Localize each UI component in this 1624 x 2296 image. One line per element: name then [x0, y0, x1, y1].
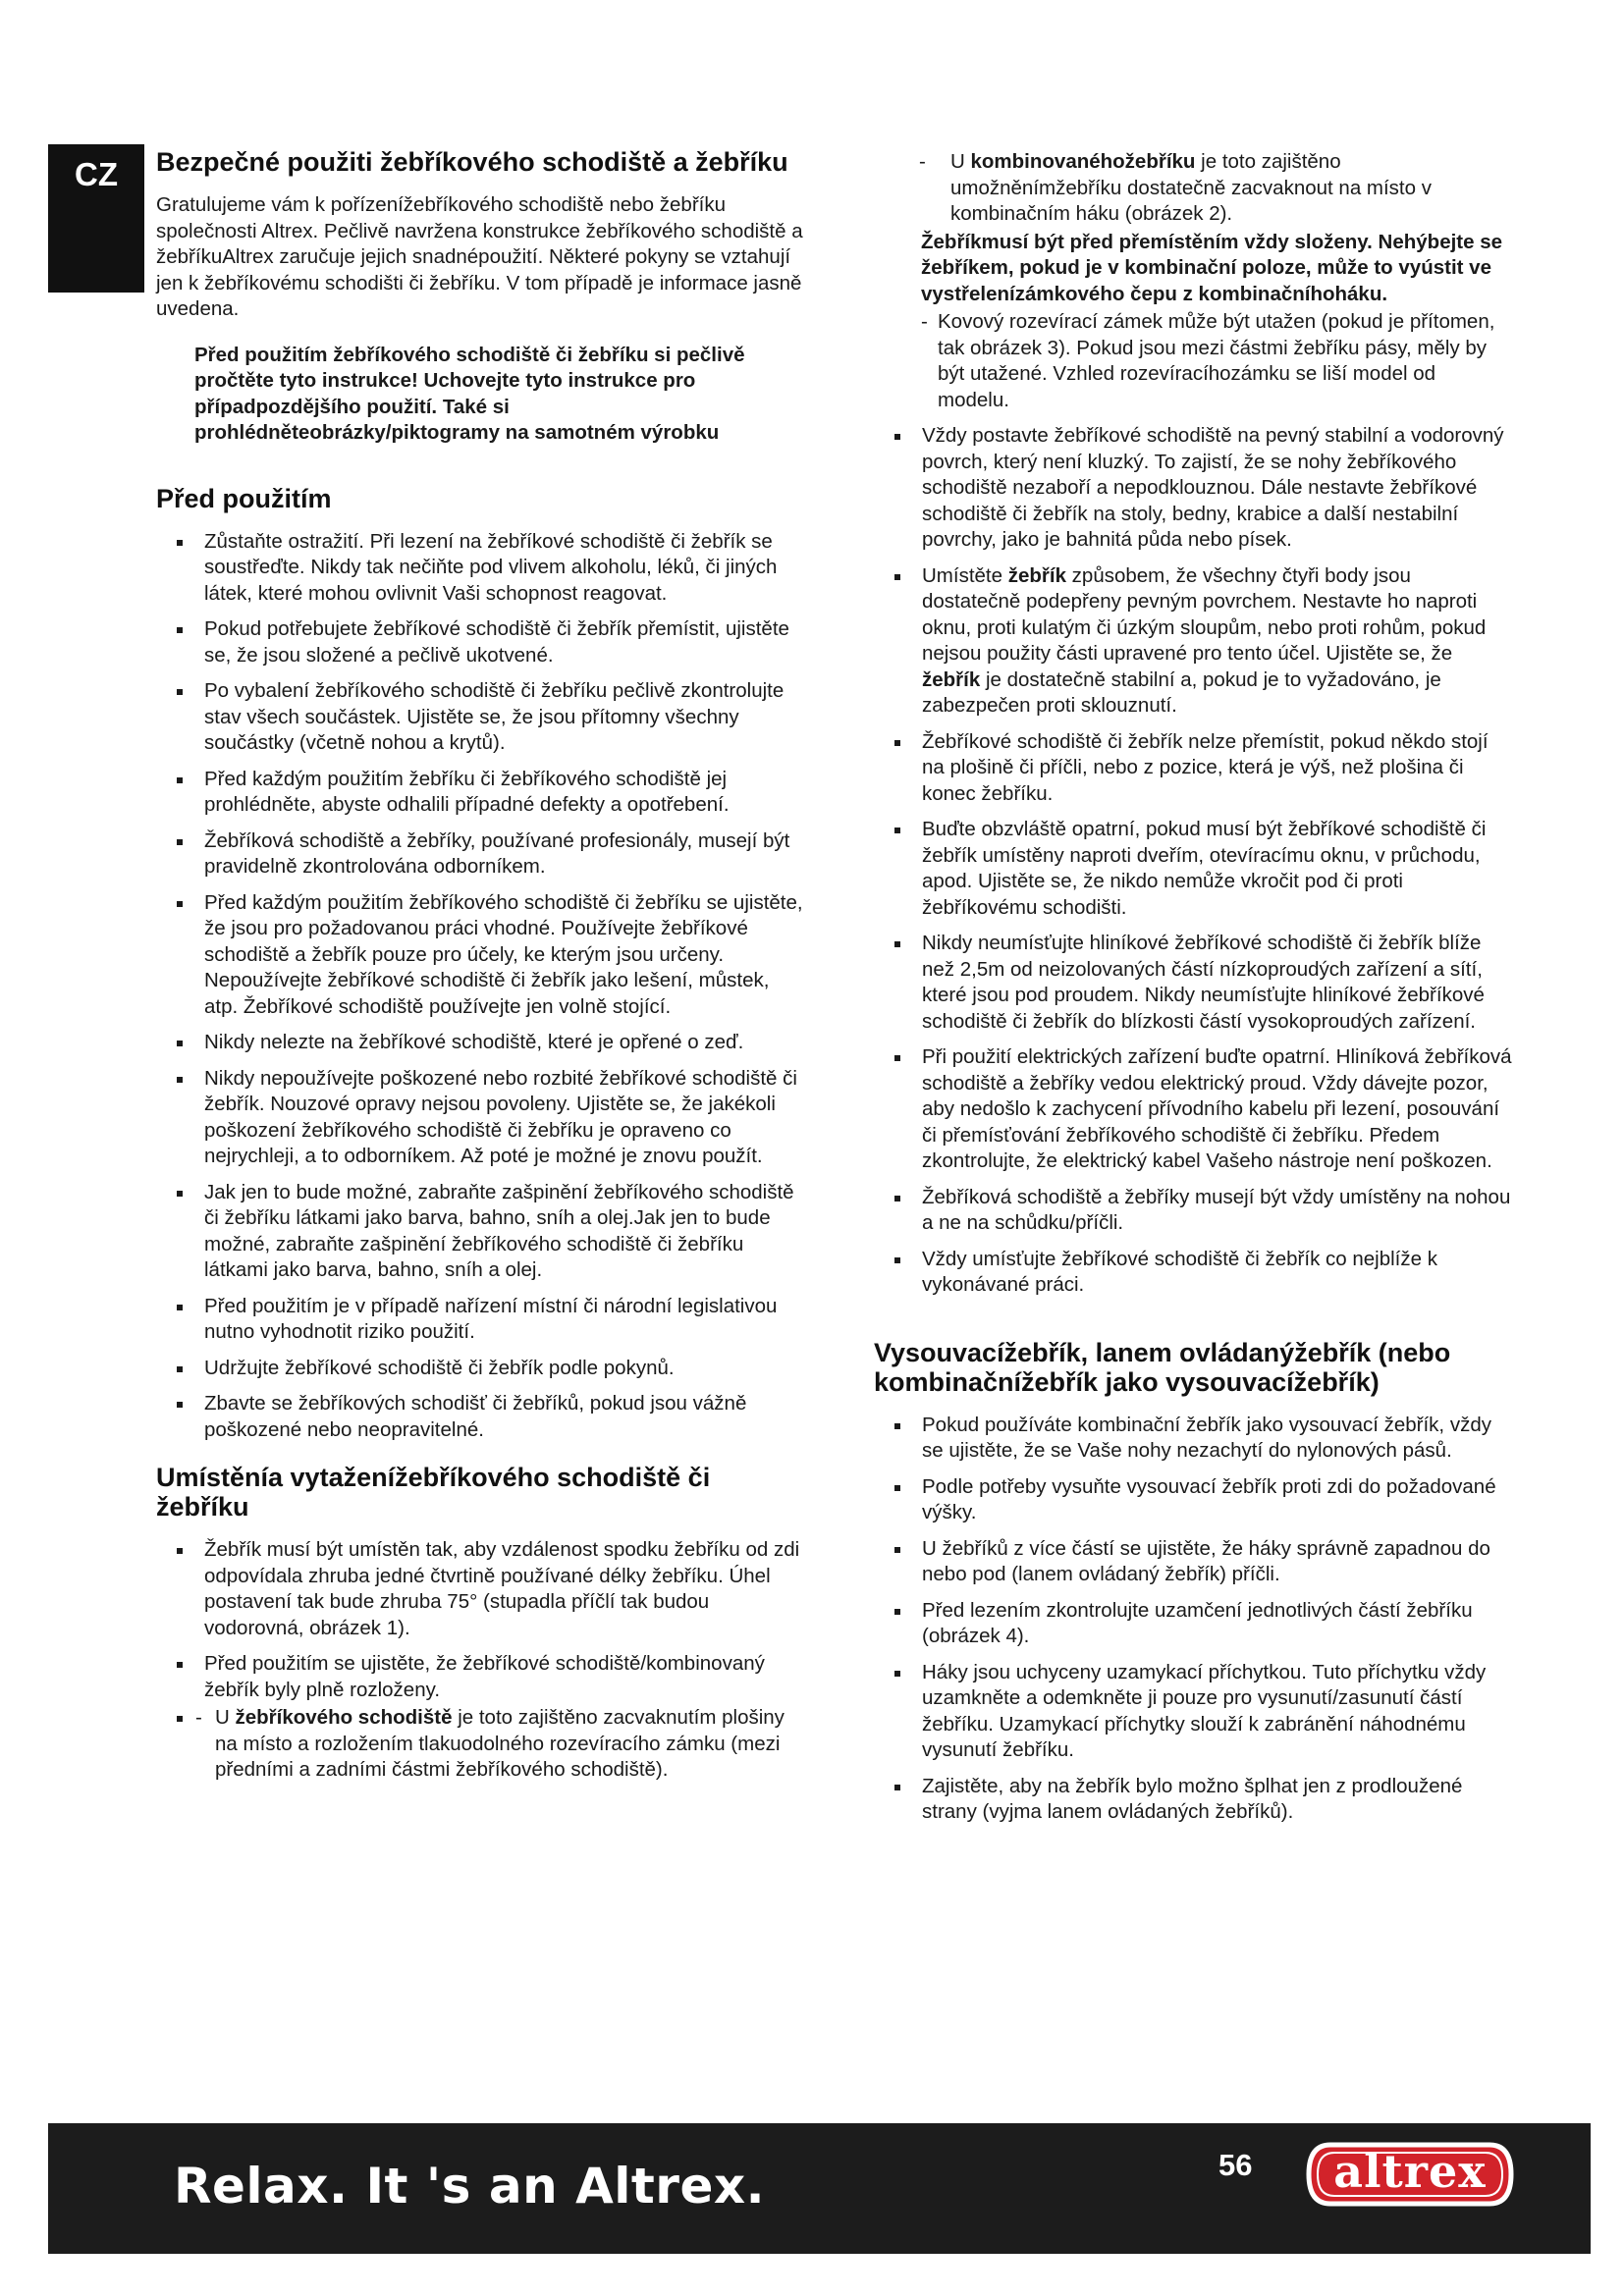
- brand-slogan: Relax. It 's an Altrex.: [174, 2158, 766, 2215]
- list-item: Žebříkové schodiště či žebřík nelze přemístit, pokud někdo stojí na plošině či příčli, nebo z pozice, která je výš, než plošina či konec žebříku.: [874, 729, 1512, 808]
- list-item: Háky jsou uchyceny uzamykací příchytkou. Tuto příchytku vždy uzamkněte a odemkněte ji pouze pro vysunutí/zasunutí částí žebříku. Uzamykací příchytky slouží k zabránění náhodnému vysunutí žebříku.: [874, 1660, 1512, 1764]
- list-item: Při použití elektrických zařízení buďte opatrní. Hliníková žebříková schodiště a žebříky vedou elektrický proud. Vždy dávejte pozor, aby nedošlo k zachycení přívodního kabelu při lezení, posouvání či přemísťování žebříkového schodiště či žebříku. Předem zkontrolujte, že elektrický kabel Vašeho nástroje není poškozen.: [874, 1044, 1512, 1175]
- list-item: Před každým použitím žebříkového schodiště či žebříku se ujistěte, že jsou pro požadovanou práci vhodné. Používejte žebříkové schodiště a žebřík pouze pro účely, ke kterým jsou určeny. Nepoužívejte žebříkové schodiště či žebřík jako lešení, můstek, atp. Žebříkové schodiště používejte jen volně stojící.: [156, 890, 806, 1021]
- extension-ladder-list: [874, 1413, 1512, 1826]
- list-item: Pokud potřebujete žebříkové schodiště či žebřík přemístit, ujistěte se, že jsou složené a pečlivě ukotvené.: [156, 616, 806, 668]
- language-tab: CZ: [48, 144, 144, 293]
- list-item: Zůstaňte ostražití. Při lezení na žebříkové schodiště či žebřík se soustřeďte. Nikdy tak nečiňte pod vlivem alkoholu, léků, či jiných látek, které mohou ovlivnit Vaši schopnost reagovat.: [156, 529, 806, 608]
- text-fragment: je toto zajištěno umožněnímžebříku dostatečně zacvaknout na místo v kombinačním háku (obrázek 2).: [950, 150, 1432, 225]
- placement-rules-list: [874, 423, 1512, 1299]
- list-item: Buďte obzvláště opatrní, pokud musí být žebříkové schodiště či žebřík umístěny naproti dveřím, otevíracímu oknu, v průchodu, apod. Ujistěte se, že nikdo nemůže vkročit pod či proti žebříkovému schodišti.: [874, 817, 1512, 921]
- bold-fragment: kombinovanéhožebříku: [970, 150, 1196, 173]
- list-item: Před použitím je v případě nařízení místní či národní legislativou nutno vyhodnotit riziko použití.: [156, 1294, 806, 1346]
- list-item: [156, 1705, 806, 1784]
- intro-paragraph: Gratulujeme vám k pořízenížebříkového schodiště nebo žebříku společnosti Altrex. Pečlivě navržena konstrukce žebříkového schodiště a žebříkuAltrex zaručuje jejich snadnépoužití. Některé pokyny se vztahují jen k žebříkovému schodišti či žebříku. V tom případě je informace jasně uvedena.: [156, 193, 803, 320]
- list-item: Nikdy nelezte na žebříkové schodiště, které je opřené o zeď.: [156, 1030, 806, 1056]
- text-fragment: U: [950, 150, 971, 173]
- dash-marker: -: [195, 1706, 202, 1729]
- bullet-marker: [177, 1716, 183, 1722]
- logo-wordmark: altrex: [1333, 2145, 1487, 2198]
- list-item: Udržujte žebříkové schodiště či žebřík podle pokynů.: [156, 1356, 806, 1382]
- placement-list: [156, 1537, 806, 1703]
- list-item: Před použitím se ujistěte, že žebříkové schodiště/kombinovaný žebřík byly plně rozloženy.: [156, 1651, 806, 1703]
- text-fragment: U: [215, 1706, 236, 1729]
- list-item: [874, 149, 1512, 228]
- list-item: Zajistěte, aby na žebřík bylo možno šplhat jen z prodloužené strany (vyjma lanem ovládaných žebříků).: [874, 1774, 1512, 1826]
- list-item: Žebříková schodiště a žebříky, používané profesionály, musejí být pravidelně zkontrolována odborníkem.: [156, 828, 806, 881]
- altrex-logo: [1301, 2137, 1519, 2212]
- list-item: Před každým použitím žebříku či žebříkového schodiště jej prohlédněte, abyste odhalili případné defekty a opotřebení.: [156, 767, 806, 819]
- list-item: Jak jen to bude možné, zabraňte zašpinění žebříkového schodiště či žebříku látkami jako barva, bahno, sníh a olej.Jak jen to bude možné, zabraňte zašpinění žebříkového schodiště či žebříku látkami jako barva, bahno, sníh a olej.: [156, 1180, 806, 1284]
- list-item: Vždy umísťujte žebříkové schodiště či žebřík co nejblíže k vykonávané práci.: [874, 1247, 1512, 1299]
- footer-band: [48, 2123, 1591, 2254]
- list-item: U žebříků z více částí se ujistěte, že háky správně zapadnou do nebo pod (lanem ovládaný žebřík) příčli.: [874, 1536, 1512, 1588]
- list-item: Pokud používáte kombinační žebřík jako vysouvací žebřík, vždy se ujistěte, že se Vaše nohy nezachytí do nylonových pásů.: [874, 1413, 1512, 1465]
- text-fragment: Kovový rozevírací zámek může být utažen (pokud je přítomen, tak obrázek 3). Pokud jsou mezi částmi žebříku pásy, měly by být utažené. Vzhled rozevíracíhozámku se liší model od modelu.: [938, 310, 1495, 411]
- section-heading-safe-use: Bezpečné použiti žebříkového schodiště a žebříku: [156, 147, 788, 177]
- list-item: Po vybalení žebříkového schodiště či žebříku pečlivě zkontrolujte stav všech součástek. Ujistěte se, že jsou přítomny všechny součástky (včetně nohou a krytů).: [156, 678, 806, 757]
- section-heading-extension-ladder: Vysouvacížebřík, lanem ovládanýžebřík (nebo kombinačnížebřík jako vysouvacížebřík): [874, 1337, 1451, 1397]
- dash-marker: -: [919, 150, 926, 173]
- section-heading-before-use: Před použitím: [156, 483, 332, 513]
- warning-paragraph: Žebříkmusí být před přemístěním vždy složeny. Nehýbejte se žebříkem, pokud je v kombinační poloze, může to vyústit ve vystřelenízámkového čepu z kombinačníhoháku.: [921, 230, 1503, 305]
- section-heading-placement: Umístěnía vytaženížebříkového schodiště či žebříku: [156, 1463, 711, 1522]
- list-item: Nikdy neumísťujte hliníkové žebříkové schodiště či žebřík blíže než 2,5m od neizolovaných částí nízkoproudých zařízení a sítí, které jsou pod proudem. Nikdy neumísťujte hliníkové žebříkové schodiště či žebřík do blízkosti částí vysokoproudých zařízení.: [874, 931, 1512, 1035]
- bold-fragment: žebříkového schodiště: [235, 1706, 453, 1729]
- list-item: Podle potřeby vysuňte vysouvací žebřík proti zdi do požadované výšky.: [874, 1474, 1512, 1526]
- list-item: Nikdy nepoužívejte poškozené nebo rozbité žebříkové schodiště či žebřík. Nouzové opravy nejsou povoleny. Ujistěte se, že jakékoli poškození žebříkového schodiště či žebříku je opraveno co nejrychleji, a to odborníkem. Až poté je možné je znovu použít.: [156, 1066, 806, 1170]
- before-use-list: [156, 529, 806, 1444]
- text-fragment: je toto zajištěno zacvaknutím plošiny na místo a rozložením tlakuodolného rozevíracího zámku (mezi předními a zadními částmi žebříkového schodiště).: [215, 1706, 785, 1781]
- list-item: Žebříková schodiště a žebříky musejí být vždy umístěny na nohou a ne na schůdku/příčli.: [874, 1185, 1512, 1237]
- list-item: [874, 309, 1512, 413]
- list-item: Zbavte se žebříkových schodišť či žebříků, pokud jsou vážně poškozené nebo neopravitelné.: [156, 1391, 806, 1443]
- warning-paragraph: Před použitím žebříkového schodiště či žebříku si pečlivě pročtěte tyto instrukce! Uchovejte tyto instrukce pro případpozdějšího použití. Také si prohlédněteobrázky/piktogramy na samotném výrobku: [194, 343, 745, 444]
- dash-marker: -: [921, 310, 928, 333]
- left-column: [156, 147, 806, 1784]
- page-number: 56: [1218, 2148, 1253, 2182]
- right-column: [874, 149, 1512, 1836]
- list-item: Žebřík musí být umístěn tak, aby vzdálenost spodku žebříku od zdi odpovídala zhruba jedné čtvrtině používané délky žebříku. Úhel postavení tak bude zhruba 75° (stupadla příčlí tak budou vodorovná, obrázek 1).: [156, 1537, 806, 1641]
- list-item: Vždy postavte žebříkové schodiště na pevný stabilní a vodorovný povrch, který není kluzký. To zajistí, že se nohy žebříkového schodiště nezaboří a nepodklouznou. Dále nestavte žebříkové schodiště či žebřík na stoly, bedny, krabice a další nestabilní povrchy, jako je bahnitá půda nebo písek.: [874, 423, 1512, 554]
- list-item: Umístěte žebřík způsobem, že všechny čtyři body jsou dostatečně podepřeny pevným povrchem. Nestavte ho naproti oknu, proti kulatým či úzkým sloupům, nebo proti rohům, pokud nejsou použity části upravené pro tento účel. Ujistěte se, že žebřík je dostatečně stabilní a, pokud je to vyžadováno, je zabezpečen proti sklouznutí.: [874, 563, 1512, 720]
- list-item: Před lezením zkontrolujte uzamčení jednotlivých částí žebříku (obrázek 4).: [874, 1598, 1512, 1650]
